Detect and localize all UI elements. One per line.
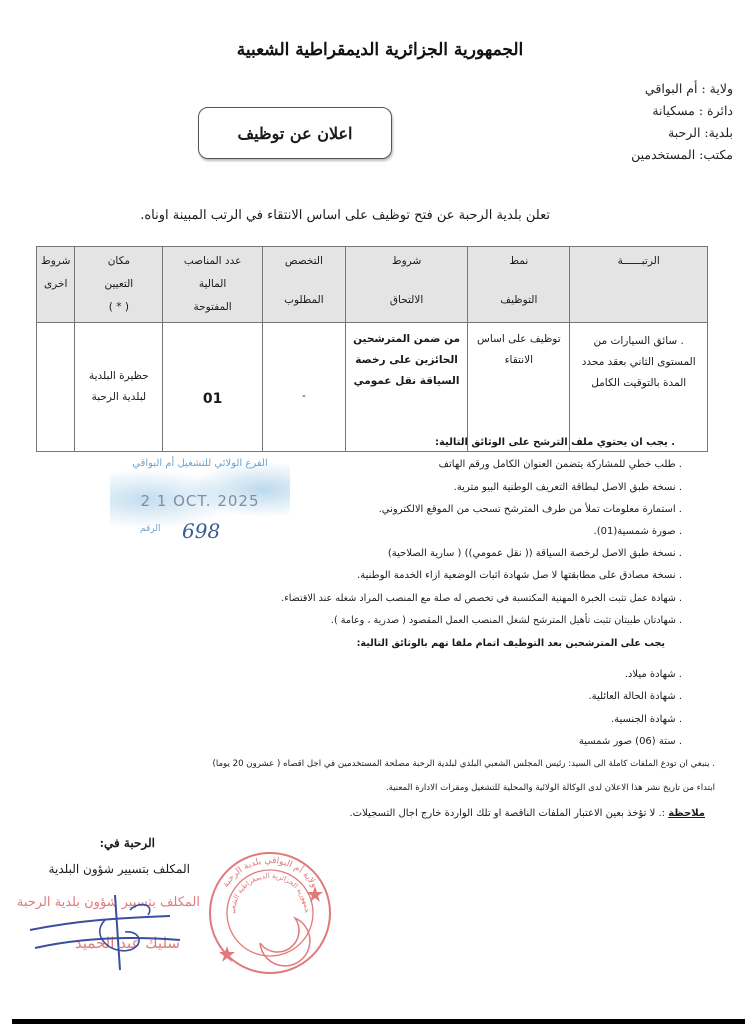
note-text: :. لا تؤخذ بعين الاعتبار الملفات الناقصة او تلك الواردة خارج اجال التسجيلات. xyxy=(349,808,669,819)
name-stamp-name: سليك عبد الحميد xyxy=(74,934,180,952)
signature-labels xyxy=(20,830,190,882)
signature-role: المكلف بتسيير شؤون البلدية xyxy=(48,862,190,876)
receipt-stamp-label: الرقم xyxy=(140,524,161,534)
star-icon xyxy=(307,886,323,902)
name-stamp-role: المكلف بتسيير شؤون بلدية الرحبة xyxy=(16,895,200,910)
documents-section-cont2 xyxy=(230,588,700,655)
positions-table xyxy=(36,246,708,452)
documents-section xyxy=(260,432,700,543)
document-item: . طلب خطي للمشاركة يتضمن العنوان الكامل ورقم الهاتف xyxy=(438,459,682,471)
document-item: . شهادة عمل تثبت الخبرة المهنية المكتسبة في تخصص له صلة مع المنصب المراد شغله عند الاقتضاء. xyxy=(281,593,682,604)
after-hiring-item: . ستة (06) صور شمسية xyxy=(578,735,682,747)
receipt-stamp-number: 698 xyxy=(182,519,221,543)
deposit-line-1: . ينبغي ان تودع الملفات كاملة الى السيد: رئيس المجلس الشعبي البلدي لبلدية الرحبة مصلحة المستخدمين في اجل اقصاه ( عشرون 20 يوما) xyxy=(212,759,715,769)
document-item: . شهادتان طبيتان تثبت تأهيل المترشح لشغل المنصب العمل المقصود ( صدرية ، وعامة ). xyxy=(330,615,682,627)
header-other: شروط اخرى xyxy=(37,247,75,323)
deposit-line-2: ابتداء من تاريخ نشر هذا الاعلان لدى الوكالة الولائية والمحلية للتشغيل ومقرات الادارة المعنية. xyxy=(385,783,715,793)
documents-section-cont xyxy=(260,543,700,588)
administrative-block xyxy=(543,78,733,166)
republic-heading: الجمهورية الجزائرية الديمقراطية الشعبية xyxy=(236,40,524,60)
cell-conditions: من ضمن المترشحين الحائزين على رخصة السياقة نقل عمومي xyxy=(345,323,467,452)
receipt-stamp-office: الفرع الولائي للتشغيل أم البواقي xyxy=(132,458,268,469)
cell-positions: 01 xyxy=(163,323,263,452)
table-header-row xyxy=(37,247,708,323)
cell-mode: توظيف على اساس الانتقاء xyxy=(468,323,570,452)
admin-daira: دائرة : مسكيانة xyxy=(652,103,733,118)
header-grade: الرتبــــــة xyxy=(570,247,708,323)
document-item: . نسخة طبق الاصل لبطاقة التعريف الوطنية البيو مترية. xyxy=(453,481,682,493)
documents-heading: . يجب ان يحتوي ملف الترشح على الوثائق التالية: xyxy=(434,437,675,448)
after-hiring-item: . شهادة الحالة العائلية. xyxy=(588,691,682,703)
header-positions: عدد المناصب المالية المفتوحة xyxy=(163,247,263,323)
note-label: ملاحظة xyxy=(668,808,705,819)
note-section xyxy=(185,808,705,819)
after-hiring-item: . شهادة الجنسية. xyxy=(610,713,682,725)
official-seal xyxy=(205,848,335,978)
handwritten-signature xyxy=(16,890,200,980)
scan-edge-bar xyxy=(12,1019,745,1024)
cell-specialty: - xyxy=(262,323,345,452)
cell-grade: . سائق السيارات من المستوى الثاني بعقد محدد المدة بالتوقيت الكامل xyxy=(570,323,708,452)
header-specialty: التخصص المطلوب xyxy=(262,247,345,323)
document-title-box xyxy=(198,107,392,159)
admin-wilaya: ولاية : أم البواقي xyxy=(644,81,733,96)
header-mode: نمط التوظيف xyxy=(468,247,570,323)
document-item: . صورة شمسية(01). xyxy=(593,526,682,538)
receipt-stamp xyxy=(110,452,290,546)
header-conditions: شروط الالتحاق xyxy=(345,247,467,323)
document-item: . نسخة طبق الاصل لرخصة السياقة (( نقل عمومي)) ( سارية الصلاحية) xyxy=(387,548,682,559)
document-item: . استمارة معلومات تملأ من طرف المترشح تسحب من الموقع الالكتروني. xyxy=(378,503,682,515)
deposit-section xyxy=(25,752,715,800)
document-item: . نسخة مصادق على مطابقتها لا صل شهادة اثبات الوضعية ازاء الخدمة الوطنية. xyxy=(357,570,682,582)
cell-other xyxy=(37,323,75,452)
intro-text: تعلن بلدية الرحبة عن فتح توظيف على اساس الانتقاء في الرتب المبينة اوناه. xyxy=(140,208,550,223)
signature-place: الرحبة في: xyxy=(99,836,155,850)
after-hiring-heading: يجب على المترشحين بعد التوظيف اتمام ملفا تهم بالوثائق التالية: xyxy=(356,637,665,649)
after-hiring-section xyxy=(400,664,700,753)
seal-outer-text: ولاية أم البواقي بلدية الرحبة xyxy=(220,855,320,890)
receipt-stamp-date: 2 1 OCT. 2025 xyxy=(140,492,260,510)
header-location: مكان التعيين ( * ) xyxy=(75,247,163,323)
cell-location: حظيرة البلدية لبلدية الرحبة xyxy=(75,323,163,452)
admin-commune: بلدية: الرحبة xyxy=(668,125,733,140)
seal-inner-text: جمهورية الجزائرية الديمقراطية الشعبي xyxy=(228,871,312,914)
document-title: اعلان عن توظيف xyxy=(237,123,353,143)
admin-office: مكتب: المستخدمين xyxy=(631,147,733,162)
after-hiring-item: . شهادة ميلاد. xyxy=(624,669,682,680)
